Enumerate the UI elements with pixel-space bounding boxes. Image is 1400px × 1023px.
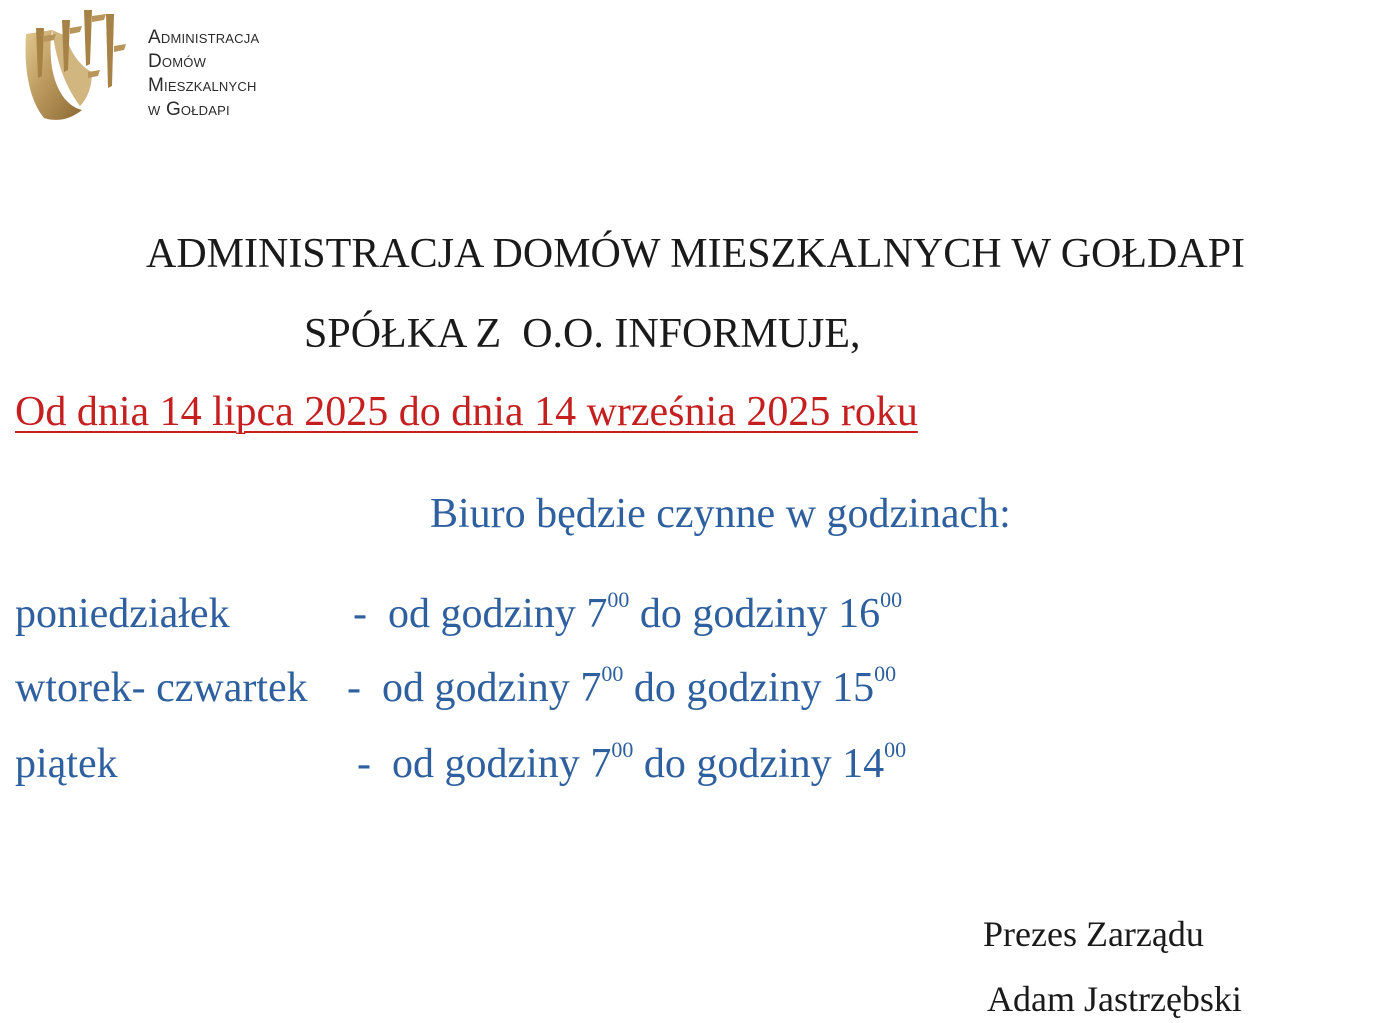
schedule-from-minutes: 00 <box>611 737 634 762</box>
logo-line-4: w Gołdapi <box>148 99 230 120</box>
schedule-from-label: od godziny <box>382 665 570 711</box>
schedule-from-minutes: 00 <box>601 661 624 686</box>
schedule-from-hour: 7 <box>586 591 608 637</box>
adm-logo-mark-icon <box>22 6 130 122</box>
schedule-hours <box>353 587 903 638</box>
schedule-to-minutes: 00 <box>874 661 897 686</box>
logo-text <box>148 26 259 122</box>
schedule-to-label: do godziny <box>633 665 822 711</box>
schedule-from-label: od godziny <box>392 741 580 787</box>
schedule-to-minutes: 00 <box>880 587 903 612</box>
schedule-dash: - <box>347 665 361 711</box>
schedule-to-hour: 15 <box>832 665 875 711</box>
schedule-to-label: do godziny <box>643 741 832 787</box>
logo-line-1: Administracja <box>148 27 260 48</box>
schedule-day: poniedziałek <box>15 591 230 637</box>
schedule-from-label: od godziny <box>388 591 576 637</box>
schedule-hours <box>347 661 897 712</box>
signature-name: Adam Jastrzębski <box>987 979 1242 1019</box>
schedule-from-minutes: 00 <box>607 587 630 612</box>
schedule-dash: - <box>357 741 371 787</box>
schedule-day: wtorek- czwartek <box>15 665 308 711</box>
notice-heading-line-2: SPÓŁKA Z O.O. INFORMUJE, <box>304 311 861 357</box>
schedule-from-hour: 7 <box>580 665 602 711</box>
schedule-from-hour: 7 <box>590 741 612 787</box>
schedule-to-label: do godziny <box>639 591 828 637</box>
notice-heading-line-1: ADMINISTRACJA DOMÓW MIESZKALNYCH W GOŁDAPI <box>146 231 1246 277</box>
schedule-to-minutes: 00 <box>884 737 907 762</box>
logo-line-3: Mieszkalnych <box>148 75 257 96</box>
company-logo <box>22 6 322 126</box>
logo-line-2: Domów <box>148 51 207 72</box>
office-hours-intro: Biuro będzie czynne w godzinach: <box>430 491 1011 537</box>
schedule-hours <box>357 737 907 788</box>
schedule-dash: - <box>353 591 367 637</box>
signature-title: Prezes Zarządu <box>983 914 1204 954</box>
schedule-to-hour: 16 <box>838 591 881 637</box>
date-range-notice: Od dnia 14 lipca 2025 do dnia 14 września 2025 roku <box>15 389 918 435</box>
schedule-day: piątek <box>15 741 118 787</box>
schedule-to-hour: 14 <box>842 741 885 787</box>
